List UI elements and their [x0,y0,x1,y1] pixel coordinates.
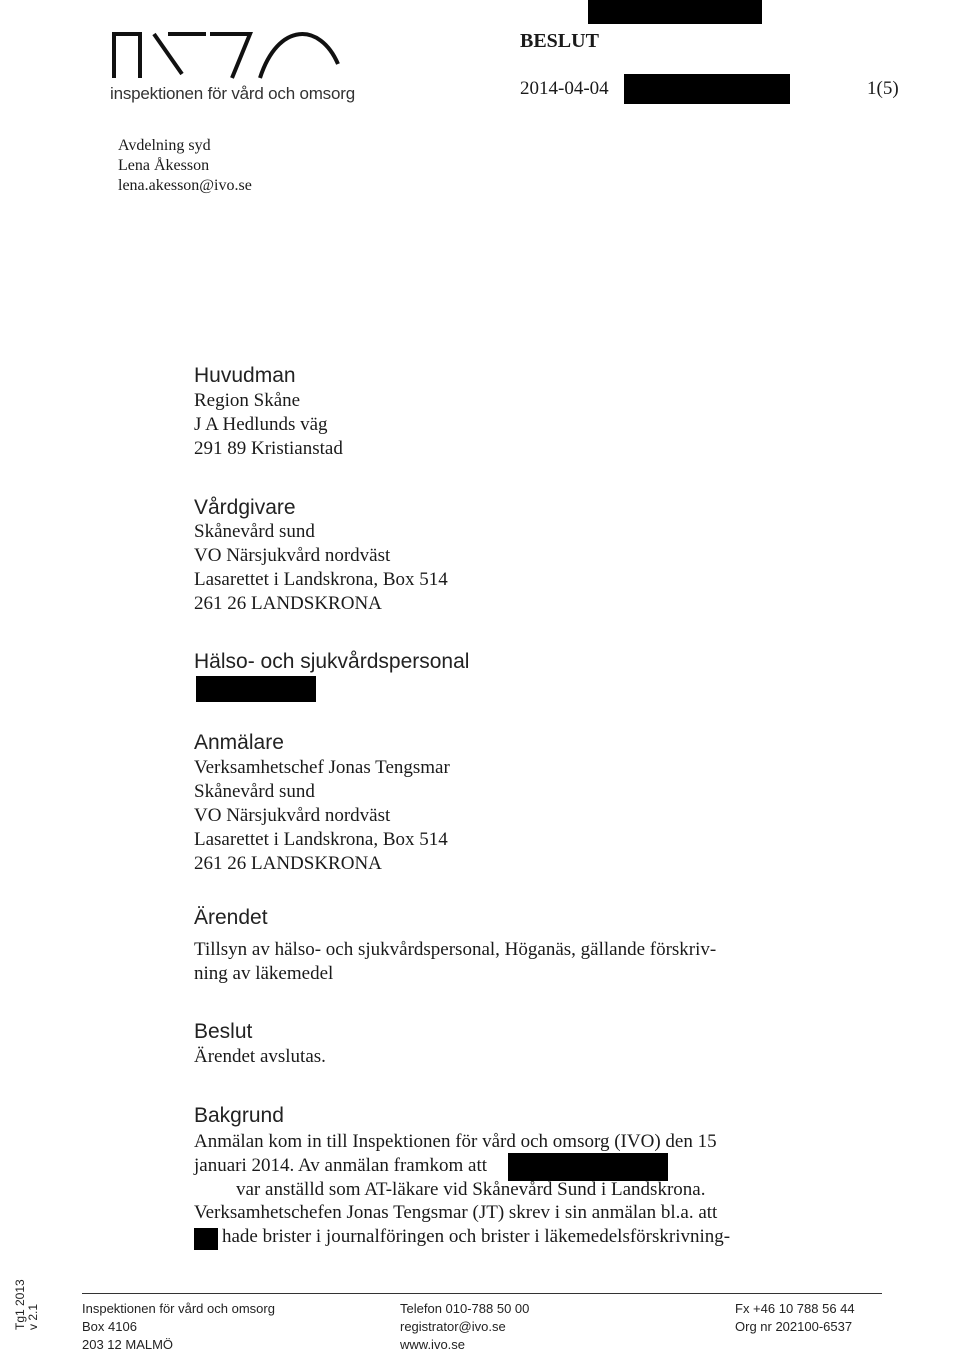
huvudman-line: 291 89 Kristianstad [194,438,343,459]
document-date: 2014-04-04 [520,78,609,99]
form-version-code [14,1279,40,1330]
anmalare-line: Lasarettet i Landskrona, Box 514 [194,829,448,850]
sender-name: Lena Åkesson [118,157,210,174]
personal-heading: Hälso- och sjukvårdspersonal [194,650,470,673]
bakgrund-line: hade brister i journalföringen och brister i läkemedelsförskrivning- [222,1226,731,1247]
footer-email: registrator@ivo.se [400,1319,506,1334]
form-code: Tg1 2013 [13,1279,27,1330]
vardgivare-line: Lasarettet i Landskrona, Box 514 [194,569,448,590]
huvudman-line: J A Hedlunds väg [194,414,328,435]
page-number: 1(5) [867,78,899,99]
arendet-heading: Ärendet [194,906,268,929]
anmalare-line: VO Närsjukvård nordväst [194,805,391,826]
footer-org-city: 203 12 MALMÖ [82,1337,174,1352]
vardgivare-line: 261 26 LANDSKRONA [194,593,382,614]
bakgrund-line: Verksamhetschefen Jonas Tengsmar (JT) skrev i sin anmälan bl.a. att [194,1202,718,1223]
vardgivare-line: VO Närsjukvård nordväst [194,545,391,566]
footer-org-name: Inspektionen för vård och omsorg [82,1301,275,1316]
redaction-bar [508,1153,668,1181]
document-type: BESLUT [520,30,599,52]
vardgivare-heading: Vårdgivare [194,496,296,519]
form-version: v 2.1 [26,1303,40,1330]
redaction-bar [588,0,762,24]
huvudman-heading: Huvudman [194,364,296,387]
footer-divider [82,1293,882,1294]
footer-phone: Telefon 010-788 50 00 [400,1301,530,1316]
redaction-bar [196,676,316,702]
bakgrund-line: var anställd som AT-läkare vid Skånevård Sund i Landskrona. [236,1179,706,1200]
redaction-bar [194,1228,218,1250]
footer-contact [400,1300,529,1354]
beslut-text: Ärendet avslutas. [194,1046,326,1067]
vardgivare-line: Skånevård sund [194,521,315,542]
footer-fax [735,1300,855,1336]
footer-website: www.ivo.se [400,1337,466,1352]
anmalare-line: Verksamhetschef Jonas Tengsmar [194,757,450,778]
footer-fax-number: Fx +46 10 788 56 44 [735,1301,855,1316]
bakgrund-heading: Bakgrund [194,1104,284,1127]
arendet-line: ning av läkemedel [194,963,334,984]
footer-org [82,1300,275,1354]
redaction-bar [624,74,790,104]
huvudman-line: Region Skåne [194,390,301,411]
sender-department: Avdelning syd [118,137,211,154]
footer-org-number: Org nr 202100-6537 [735,1319,853,1334]
bakgrund-line: januari 2014. Av anmälan framkom att [194,1155,488,1176]
ivo-logo [110,28,350,80]
anmalare-line: Skånevård sund [194,781,315,802]
anmalare-line: 261 26 LANDSKRONA [194,853,382,874]
footer-org-box: Box 4106 [82,1319,137,1334]
bakgrund-line: Anmälan kom in till Inspektionen för vård och omsorg (IVO) den 15 [194,1131,717,1152]
anmalare-heading: Anmälare [194,731,284,754]
beslut-heading: Beslut [194,1020,253,1043]
arendet-line: Tillsyn av hälso- och sjukvårdspersonal, Höganäs, gällande förskriv- [194,939,717,960]
logo-text: inspektionen för vård och omsorg [110,84,355,103]
sender-email: lena.akesson@ivo.se [118,177,252,194]
